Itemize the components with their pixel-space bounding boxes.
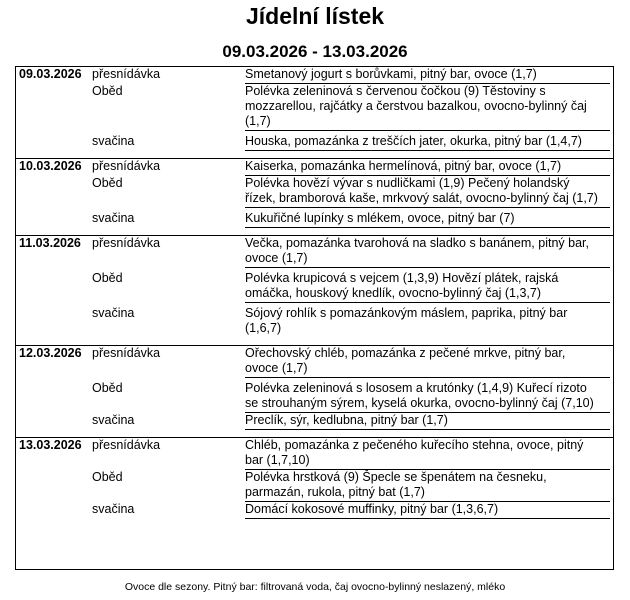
meal-label: přesnídávka xyxy=(92,236,161,250)
meal-description: Kukuřičné lupínky s mlékem, ovoce, pitný bar (7) xyxy=(245,211,515,225)
day-block xyxy=(16,67,613,158)
meal-description: Domácí kokosové muffinky, pitný bar (1,3,6,7) xyxy=(245,502,499,516)
day-block xyxy=(16,158,613,235)
meal-row xyxy=(16,413,613,430)
meal-description: Večka, pomazánka tvarohová na sladko s banánem, pitný bar, ovoce (1,7) xyxy=(245,236,589,265)
meal-description: Sójový rohlík s pomazánkovým máslem, paprika, pitný bar (1,6,7) xyxy=(245,306,568,335)
meal-row xyxy=(16,176,613,208)
meal-row xyxy=(16,438,613,470)
meal-label: přesnídávka xyxy=(92,438,161,452)
meal-row xyxy=(16,271,613,303)
meal-description: Polévka zeleninová s červenou čočkou (9) Těstoviny s mozzarellou, rajčátky a čerstvou bazalkou, ovocno-bylinný čaj (1,7) xyxy=(245,84,587,128)
meal-label: Oběd xyxy=(92,84,123,98)
meal-row xyxy=(16,381,613,413)
meal-label: Oběd xyxy=(92,470,123,484)
meal-label: přesnídávka xyxy=(92,346,161,360)
meal-description: Polévka zeleninová s lososem a krutónky (1,4,9) Kuřecí rizoto se strouhaným sýrem, kyselá okurka, ovocno-bylinný čaj (7,10) xyxy=(245,381,594,410)
page-title: Jídelní lístek xyxy=(245,3,385,29)
meal-label: přesnídávka xyxy=(92,67,161,81)
day-block xyxy=(16,437,613,526)
day-block xyxy=(16,345,613,437)
day-block xyxy=(16,235,613,345)
meal-row xyxy=(16,502,613,519)
meal-label: přesnídávka xyxy=(92,159,161,173)
meal-label: Oběd xyxy=(92,271,123,285)
menu-table xyxy=(15,66,614,570)
day-date: 13.03.2026 xyxy=(19,438,82,452)
meal-row xyxy=(16,306,613,338)
meal-row xyxy=(16,67,613,84)
meal-row xyxy=(16,346,613,378)
meal-description: Ořechovský chléb, pomazánka z pečené mrkve, pitný bar, ovoce (1,7) xyxy=(245,346,566,375)
day-date: 11.03.2026 xyxy=(19,236,81,250)
meal-label: svačina xyxy=(92,502,135,516)
meal-row xyxy=(16,134,613,151)
meal-description: Chléb, pomazánka z pečeného kuřecího stehna, ovoce, pitný bar (1,7,10) xyxy=(245,438,584,467)
meal-row xyxy=(16,159,613,176)
meal-row xyxy=(16,84,613,131)
day-date: 10.03.2026 xyxy=(19,159,82,173)
meal-label: Oběd xyxy=(92,381,123,395)
meal-description: Houska, pomazánka z treščích jater, okurka, pitný bar (1,4,7) xyxy=(245,134,582,148)
meal-label: Oběd xyxy=(92,176,123,190)
meal-description: Polévka krupicová s vejcem (1,3,9) Hovězí plátek, rajská omáčka, houskový knedlík, ovocno-bylinný čaj (1,3,7) xyxy=(245,271,559,300)
meal-label: svačina xyxy=(92,306,135,320)
meal-row xyxy=(16,470,613,502)
meal-description: Polévka hovězí vývar s nudličkami (1,9) Pečený holandský řízek, bramborová kaše, mrkvový salát, ovocno-bylinný čaj (1,7) xyxy=(245,176,598,205)
footer-note: Ovoce dle sezony. Pitný bar: filtrovaná voda, čaj ovocno-bylinný neslazený, mléko xyxy=(124,581,506,593)
meal-description: Polévka hrstková (9) Špecle se špenátem na česneku, parmazán, rukola, pitný bat (1,7) xyxy=(245,470,547,499)
meal-description: Preclík, sýr, kedlubna, pitný bar (1,7) xyxy=(245,413,448,427)
meal-label: svačina xyxy=(92,413,135,427)
day-date: 09.03.2026 xyxy=(19,67,82,81)
meal-row xyxy=(16,211,613,228)
meal-label: svačina xyxy=(92,211,135,225)
meal-description: Smetanový jogurt s borůvkami, pitný bar, ovoce (1,7) xyxy=(245,67,537,81)
meal-description: Kaiserka, pomazánka hermelínová, pitný bar, ovoce (1,7) xyxy=(245,159,562,173)
day-date: 12.03.2026 xyxy=(19,346,82,360)
meal-row xyxy=(16,236,613,268)
meal-label: svačina xyxy=(92,134,135,148)
date-range: 09.03.2026 - 13.03.2026 xyxy=(222,42,408,61)
